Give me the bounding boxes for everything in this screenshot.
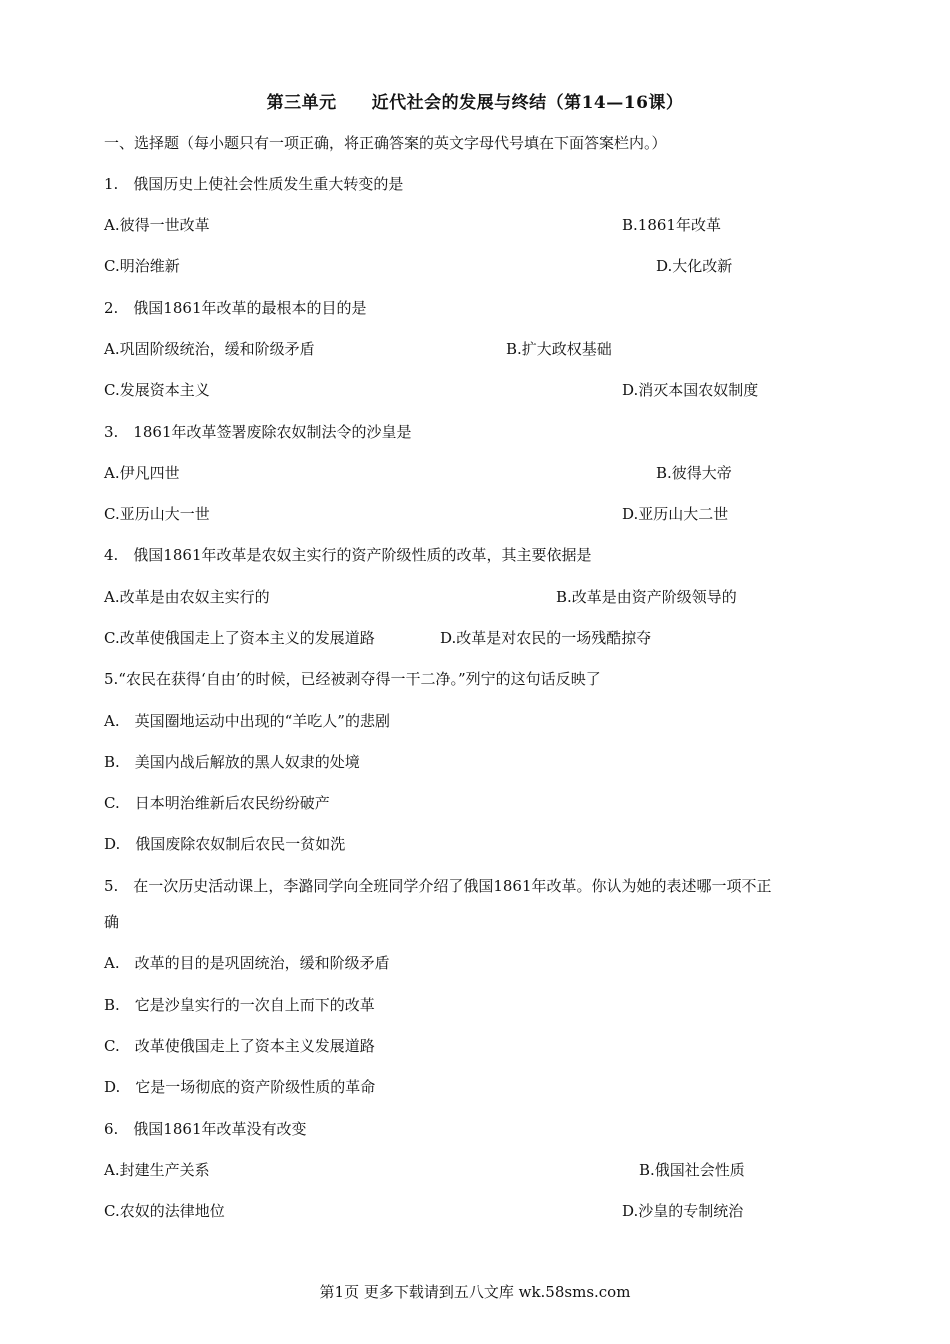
question-5-option-c: C. 日本明治维新后农民纷纷破产 bbox=[104, 794, 330, 812]
question-5b-stem-continued: 确 bbox=[104, 913, 120, 931]
question-1-option-c: C.明治维新 bbox=[104, 257, 180, 275]
question-2-option-b: B.扩大政权基础 bbox=[506, 340, 612, 358]
question-5b-option-b: B. 它是沙皇实行的一次自上而下的改革 bbox=[104, 996, 375, 1014]
question-1-option-b: B.1861年改革 bbox=[622, 216, 721, 234]
question-4-option-c: C.改革使俄国走上了资本主义的发展道路 bbox=[104, 629, 375, 647]
question-3-stem: 3. 1861年改革签署废除农奴制法令的沙皇是 bbox=[104, 423, 412, 441]
question-5-option-a: A. 英国圈地运动中出现的“羊吃人”的悲剧 bbox=[104, 712, 390, 730]
question-1-option-d: D.大化改新 bbox=[656, 257, 733, 275]
question-5b-option-c: C. 改革使俄国走上了资本主义发展道路 bbox=[104, 1037, 375, 1055]
question-5-option-b: B. 美国内战后解放的黑人奴隶的处境 bbox=[104, 753, 360, 771]
question-3-option-c: C.亚历山大一世 bbox=[104, 505, 210, 523]
question-5-stem: 5.“农民在获得‘自由’的时候，已经被剥夺得一干二净。”列宁的这句话反映了 bbox=[104, 670, 601, 688]
question-2-option-a: A.巩固阶级统治，缓和阶级矛盾 bbox=[104, 340, 315, 358]
question-5-option-d: D. 俄国废除农奴制后农民一贫如洗 bbox=[104, 835, 346, 853]
question-6-option-d: D.沙皇的专制统治 bbox=[622, 1202, 744, 1220]
question-3-option-a: A.伊凡四世 bbox=[104, 464, 180, 482]
question-2-option-c: C.发展资本主义 bbox=[104, 381, 210, 399]
question-5b-option-d: D. 它是一场彻底的资产阶级性质的革命 bbox=[104, 1078, 376, 1096]
question-3-option-b: B.彼得大帝 bbox=[656, 464, 732, 482]
question-4-option-b: B.改革是由资产阶级领导的 bbox=[556, 588, 737, 606]
question-1-stem: 1. 俄国历史上使社会性质发生重大转变的是 bbox=[104, 175, 404, 193]
question-5b-stem: 5. 在一次历史活动课上，李潞同学向全班同学介绍了俄国1861年改革。你认为她的表述哪一项不正 bbox=[104, 877, 772, 895]
question-2-stem: 2. 俄国1861年改革的最根本的目的是 bbox=[104, 299, 367, 317]
question-2-option-d: D.消灭本国农奴制度 bbox=[622, 381, 759, 399]
question-4-option-d: D.改革是对农民的一场残酷掠夺 bbox=[440, 629, 652, 647]
question-4-stem: 4. 俄国1861年改革是农奴主实行的资产阶级性质的改革，其主要依据是 bbox=[104, 546, 592, 564]
question-3-option-d: D.亚历山大二世 bbox=[622, 505, 729, 523]
question-4-option-a: A.改革是由农奴主实行的 bbox=[104, 588, 270, 606]
question-6-stem: 6. 俄国1861年改革没有改变 bbox=[104, 1120, 307, 1138]
question-6-option-a: A.封建生产关系 bbox=[104, 1161, 210, 1179]
question-6-option-b: B.俄国社会性质 bbox=[639, 1161, 745, 1179]
question-5b-option-a: A. 改革的目的是巩固统治，缓和阶级矛盾 bbox=[104, 954, 390, 972]
question-1-option-a: A.彼得一世改革 bbox=[104, 216, 210, 234]
section-heading: 一、选择题（每小题只有一项正确，将正确答案的英文字母代号填在下面答案栏内。） bbox=[104, 134, 667, 152]
question-6-option-c: C.农奴的法律地位 bbox=[104, 1202, 225, 1220]
page-title: 第三单元 近代社会的发展与终结（第14—16课） bbox=[266, 93, 684, 113]
page-footer: 第1页 更多下载请到五八文库 wk.58sms.com bbox=[319, 1283, 631, 1301]
